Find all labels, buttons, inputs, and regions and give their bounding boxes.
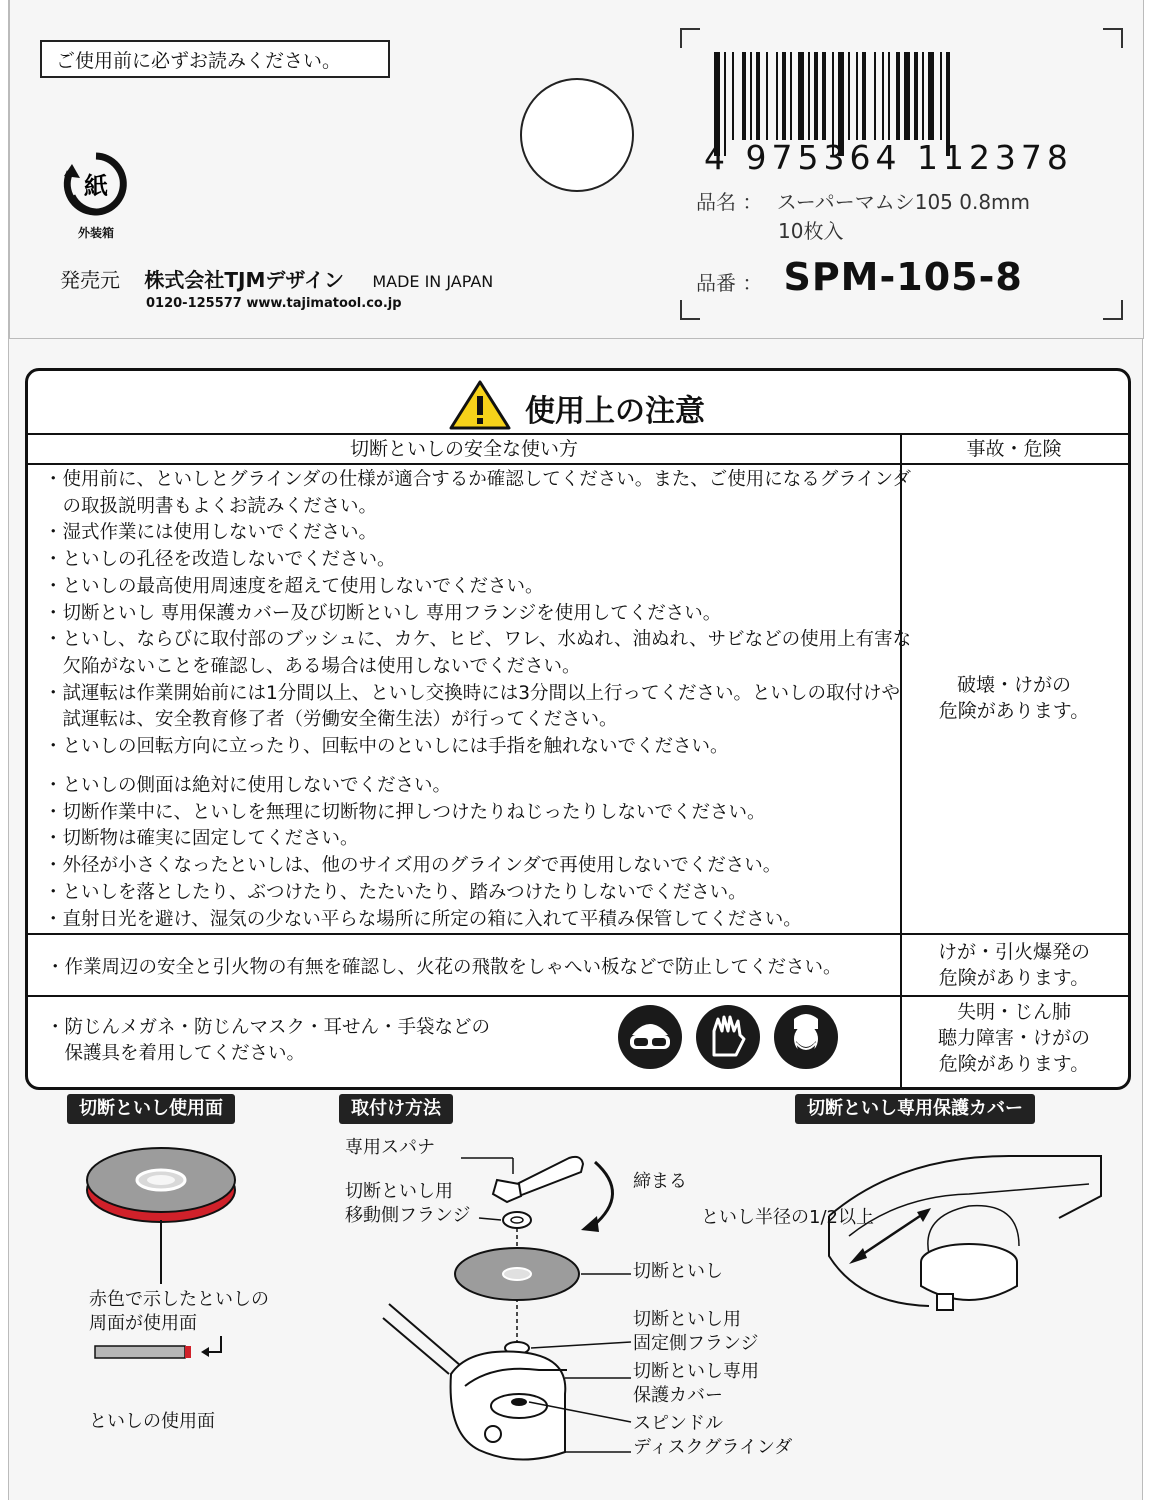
risk-line: 危険があります。 bbox=[938, 967, 1090, 989]
crop-mark bbox=[1103, 28, 1123, 48]
barcode-bar bbox=[776, 52, 778, 140]
rule-item: の取扱説明書もよくお読みください。 bbox=[44, 495, 378, 517]
barcode-bar bbox=[750, 52, 752, 140]
risk-fire bbox=[902, 939, 1126, 991]
barcode-bar bbox=[940, 52, 942, 140]
recycle-mark-text: 紙 bbox=[84, 172, 108, 200]
seller-label: 発売元 bbox=[60, 268, 120, 292]
paper-recycle-mark bbox=[60, 150, 132, 240]
rule-item: ・切断作業中に、といしを無理に切断物に押しつけたりねじったりしないでください。 bbox=[44, 801, 766, 823]
crop-mark bbox=[1103, 300, 1123, 320]
caption-line: 周面が使用面 bbox=[89, 1313, 197, 1334]
rule-item: ・といしを落としたり、ぶつけたり、たたいたり、踏みつけたりしないでください。 bbox=[44, 881, 747, 903]
label-spanner: 専用スパナ bbox=[345, 1137, 435, 1158]
crop-mark bbox=[680, 300, 700, 320]
column-header-risk: 事故・危険 bbox=[966, 438, 1062, 460]
risk-breakage bbox=[902, 672, 1126, 724]
risk-line: けが・引火爆発の bbox=[937, 941, 1090, 963]
label-guard bbox=[633, 1360, 759, 1408]
mask-icon bbox=[774, 1005, 838, 1069]
rule-item: ・といしの側面は絶対に使用しないでください。 bbox=[44, 775, 452, 796]
warning-table bbox=[25, 368, 1131, 1090]
barcode-bar bbox=[874, 52, 876, 140]
must-read-notice: ご使用前に必ずお読みください。 bbox=[40, 40, 390, 78]
risk-line: 破壊・けがの bbox=[956, 674, 1071, 696]
surface-caption bbox=[89, 1288, 269, 1336]
section-tag-mounting: 取付け方法 bbox=[339, 1094, 453, 1124]
label-line: 切断といし用 bbox=[633, 1309, 741, 1330]
label-line: 移動側フランジ bbox=[345, 1205, 471, 1226]
barcode-bar bbox=[856, 52, 858, 140]
barcode-bar bbox=[742, 52, 746, 140]
barcode-bar bbox=[914, 52, 918, 140]
crop-mark bbox=[680, 28, 700, 48]
label-wheel: 切断といし bbox=[633, 1261, 723, 1282]
rule-item: 欠陥がないことを確認し、ある場合は使用しないでください。 bbox=[44, 655, 581, 677]
rule-line: ・防じんメガネ・防じんマスク・耳せん・手袋などの bbox=[46, 1017, 491, 1038]
barcode-bar bbox=[732, 52, 734, 140]
rule-item: ・湿式作業には使用しないでください。 bbox=[44, 522, 378, 544]
label-line: 切断といし用 bbox=[345, 1181, 453, 1202]
divider bbox=[28, 933, 1128, 935]
risk-ppe bbox=[902, 999, 1126, 1077]
package-card bbox=[8, 0, 1143, 1500]
product-quantity: 10枚入 bbox=[778, 219, 844, 243]
rule-fire: ・作業周辺の安全と引火物の有無を確認し、火花の飛散をしゃへい板などで防止してください。 bbox=[46, 957, 842, 978]
risk-line: 危険があります。 bbox=[938, 700, 1090, 722]
barcode-bar bbox=[888, 52, 890, 140]
product-name-value: スーパーマムシ105 0.8mm bbox=[776, 190, 1031, 214]
label-line: 固定側フランジ bbox=[633, 1333, 759, 1354]
barcode-bar bbox=[862, 52, 866, 140]
rule-item: 試運転は、安全教育修了者（労働安全衛生法）が行ってください。 bbox=[44, 709, 618, 731]
rule-item: ・といしの回転方向に立ったり、回転中のといしには手指を触れないでください。 bbox=[44, 736, 729, 757]
goggles-icon bbox=[618, 1005, 682, 1069]
seller-company: 株式会社TJMデザイン bbox=[144, 268, 344, 292]
section-tag-guard: 切断といし専用保護カバー bbox=[795, 1094, 1035, 1124]
column-header-usage: 切断といしの安全な使い方 bbox=[349, 438, 578, 460]
warning-title-bar bbox=[28, 371, 1128, 435]
header-panel bbox=[9, 0, 1144, 339]
model-row bbox=[696, 255, 1023, 299]
surface-edge-caption: といしの使用面 bbox=[89, 1411, 215, 1432]
label-movable-flange bbox=[345, 1180, 471, 1228]
model-number: SPM-105-8 bbox=[783, 255, 1023, 299]
barcode-bar bbox=[814, 52, 818, 140]
warning-title: 使用上の注意 bbox=[525, 394, 705, 429]
wheel-edge-illustration bbox=[89, 1334, 239, 1374]
rule-item: ・切断といし 専用保護カバー及び切断といし 専用フランジを使用してください。 bbox=[44, 602, 722, 624]
barcode-bar bbox=[782, 52, 786, 140]
rule-item: ・といし、ならびに取付部のブッシュに、カケ、ヒビ、ワレ、水ぬれ、油ぬれ、サビなどの使用上有害な bbox=[44, 629, 912, 651]
divider bbox=[28, 995, 1128, 997]
model-label: 品番 ： bbox=[696, 271, 763, 295]
barcode-bar bbox=[798, 52, 804, 140]
section-tag-surface: 切断といし使用面 bbox=[67, 1094, 235, 1124]
risk-line: 失明・じん肺 bbox=[956, 1001, 1071, 1023]
barcode-bar bbox=[822, 52, 826, 140]
barcode-bar bbox=[848, 52, 850, 140]
rule-item: ・直射日光を避け、湿気の少ない平らな場所に所定の箱に入れて平積み保管してください。 bbox=[44, 908, 802, 930]
made-in-japan: MADE IN JAPAN bbox=[372, 272, 494, 291]
barcode-bar bbox=[904, 52, 910, 140]
rule-ppe bbox=[46, 1015, 490, 1067]
guard-illustration bbox=[819, 1136, 1119, 1336]
barcode-bar bbox=[928, 52, 934, 140]
contact-info: 0120-125577 www.tajimatool.co.jp bbox=[146, 296, 402, 311]
label-tighten: 締まる bbox=[633, 1171, 687, 1192]
barcode-bar bbox=[790, 52, 792, 140]
risk-line: 聴力障害・けがの bbox=[937, 1027, 1090, 1049]
barcode-bar bbox=[756, 52, 760, 140]
barcode-bar bbox=[882, 52, 884, 140]
rule-item: ・切断物は確実に固定してください。 bbox=[44, 828, 359, 850]
label-fixed-flange bbox=[633, 1308, 759, 1356]
label-line: 保護カバー bbox=[633, 1385, 723, 1406]
recycle-icon bbox=[60, 150, 132, 218]
rule-item: ・といしの孔径を改造しないでください。 bbox=[44, 549, 396, 571]
rule-item: ・といしの最高使用周速度を超えて使用しないでください。 bbox=[44, 575, 544, 597]
barcode-number: 4 975364 112378 bbox=[704, 138, 1073, 177]
gloves-icon bbox=[696, 1005, 760, 1069]
barcode-bar bbox=[896, 52, 900, 140]
barcode-bar bbox=[766, 52, 768, 140]
seller-line bbox=[60, 264, 493, 293]
rule-item: ・使用前に、といしとグラインダの仕様が適合するか確認してください。また、ご使用になるグラインダ bbox=[44, 469, 911, 490]
label-grinder: ディスクグラインダ bbox=[633, 1437, 793, 1458]
label-guard-radius: といし半径の1/2以上 bbox=[701, 1207, 874, 1228]
product-name-label: 品名 ： bbox=[696, 190, 763, 214]
rule-item: ・外径が小さくなったといしは、他のサイズ用のグラインダで再使用しないでください。 bbox=[44, 855, 782, 877]
hang-hole bbox=[520, 78, 634, 192]
product-name-row bbox=[696, 186, 1030, 215]
label-line: 切断といし専用 bbox=[633, 1361, 759, 1382]
rule-item: ・試運転は作業開始前には1分間以上、といし交換時には3分間以上行ってください。といしの取付けや bbox=[44, 682, 901, 704]
barcode-bar bbox=[808, 52, 810, 140]
warning-triangle-icon bbox=[448, 379, 512, 431]
divider bbox=[28, 463, 1128, 465]
caption-line: 赤色で示したといしの bbox=[89, 1289, 269, 1310]
risk-line: 危険があります。 bbox=[938, 1053, 1090, 1075]
rule-line: 保護具を着用してください。 bbox=[46, 1043, 306, 1064]
recycle-label: 外装箱 bbox=[77, 226, 114, 240]
label-spindle: スピンドル bbox=[633, 1413, 723, 1434]
barcode-bar bbox=[922, 52, 924, 140]
